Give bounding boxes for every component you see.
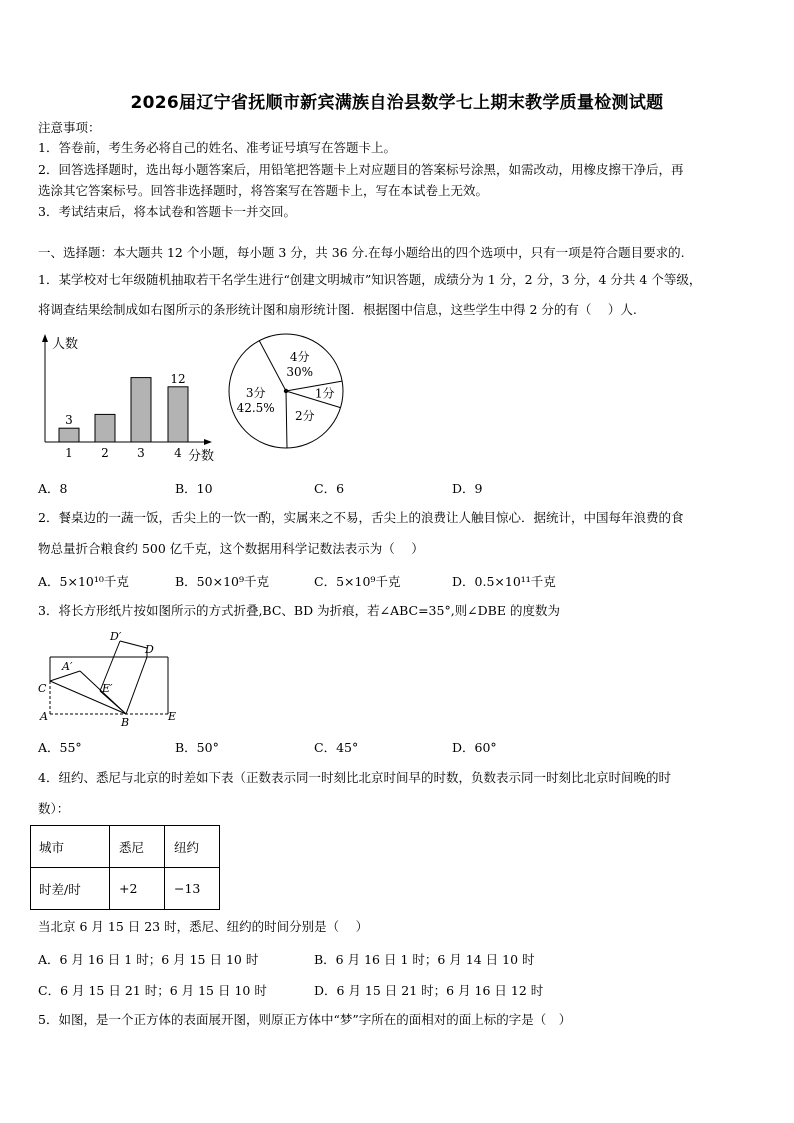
notice-heading: 注意事项：: [38, 120, 101, 135]
pie-slice-label: 2分: [295, 409, 315, 424]
table-cell: −13: [165, 868, 220, 910]
table-row: [31, 826, 220, 868]
q1-line1: 1．某学校对七年级随机抽取若干名学生进行“创建文明城市”知识答题，成绩分为 1 分，2 分，3 分，4 分共 4 个等级，: [38, 272, 702, 287]
x-axis-arrow: [204, 439, 212, 445]
q4-option-b[interactable]: B．6 月 16 日 1 时；6 月 14 日 10 时: [314, 952, 535, 967]
y-axis-arrow: [42, 334, 48, 342]
label-a: A: [40, 710, 48, 723]
table-cell: +2: [110, 868, 165, 910]
q1-option-b[interactable]: B．10: [175, 481, 213, 496]
section-heading: 一、选择题：本大题共 12 个小题，每小题 3 分，共 36 分.在每小题给出的四个选项中，只有一项是符合题目要求的.: [38, 245, 685, 260]
pie-slice-label: 1分: [314, 386, 335, 401]
table-cell: 纽约: [165, 826, 220, 868]
q3-option-d[interactable]: D．60°: [452, 740, 497, 755]
q1-line2: 将调查结果绘制成如右图所示的条形统计图和扇形统计图．根据图中信息，这些学生中得 2 分的有（ ）人.: [38, 302, 637, 317]
q3-option-c[interactable]: C．45°: [314, 740, 359, 755]
pie-slice-label: 4分: [289, 349, 310, 364]
q4-line2: 数）：: [38, 801, 70, 816]
label-d-prime: D′: [110, 630, 122, 643]
q2-option-b[interactable]: B．50×10⁹千克: [175, 574, 269, 589]
time-difference-table: [30, 825, 220, 910]
bar: [95, 414, 115, 442]
q1-option-d[interactable]: D．9: [452, 481, 483, 496]
label-e: E: [168, 710, 177, 723]
label-d: D: [145, 643, 154, 656]
bar: [131, 378, 151, 442]
x-tick-label: 1: [65, 446, 73, 460]
label-c: C: [38, 682, 47, 695]
data-label: 3: [65, 413, 73, 428]
q3-option-a[interactable]: A．55°: [38, 740, 82, 755]
table-cell: 城市: [31, 826, 110, 868]
x-tick-label: 2: [101, 446, 109, 460]
notice-item-3: 3．考试结束后，将本试卷和答题卡一并交回。: [38, 204, 296, 219]
x-axis-label: 分数: [188, 449, 215, 464]
q4-option-a[interactable]: A．6 月 16 日 1 时；6 月 15 日 10 时: [38, 952, 259, 967]
notice-item-2-cont: 选涂其它答案标号。回答非选择题时，将答案写在答题卡上，写在本试卷上无效。: [38, 183, 489, 198]
table-cell: 时差/时: [31, 868, 110, 910]
label-e-prime: E′: [102, 682, 113, 695]
label-b: B: [121, 716, 130, 729]
page-title: 2026届辽宁省抚顺市新宾满族自治县数学七上期末教学质量检测试题: [130, 93, 664, 113]
q3-line1: 3．将长方形纸片按如图所示的方式折叠,BC、BD 为折痕，若∠ABC=35°,则∠DBE 的度数为: [38, 603, 560, 618]
y-axis-label: 人数: [52, 337, 79, 352]
table-cell: 悉尼: [110, 826, 165, 868]
q5-line1: 5．如图，是一个正方体的表面展开图，则原正方体中“梦”字所在的面相对的面上标的字是（ ）: [38, 1012, 572, 1027]
x-tick-label: 4: [174, 446, 182, 460]
q3-fold-figure: [32, 628, 192, 733]
q2-line1: 2．餐桌边的一蔬一饭，舌尖上的一饮一酌，实属来之不易，舌尖上的浪费让人触目惊心．据统计，中国每年浪费的食: [38, 510, 684, 525]
q4-line1: 4．纽约、悉尼与北京的时差如下表（正数表示同一时刻比北京时间早的时数，负数表示同一时刻比北京时间晚的时: [38, 770, 671, 785]
q1-option-a[interactable]: A．8: [38, 481, 68, 496]
q2-line2: 物总量折合粮食约 500 亿千克，这个数据用科学记数法表示为（ ）: [38, 541, 424, 556]
notice-item-1: 1．答卷前，考生务必将自己的姓名、准考证号填写在答题卡上。: [38, 140, 396, 155]
q4-line3: 当北京 6 月 15 日 23 时，悉尼、纽约的时间分别是（ ）: [38, 919, 369, 934]
q3-option-b[interactable]: B．50°: [175, 740, 219, 755]
table-row: [31, 868, 220, 910]
q2-option-d[interactable]: D．0.5×10¹¹千克: [452, 574, 556, 589]
q1-option-c[interactable]: C．6: [314, 481, 345, 496]
q1-bar-chart: [30, 330, 225, 465]
q2-option-a[interactable]: A．5×10¹⁰千克: [38, 574, 129, 589]
notice-item-2: 2．回答选择题时，选出每小题答案后，用铅笔把答题卡上对应题目的答案标号涂黑，如需改动，用橡皮擦干净后，再: [38, 162, 684, 177]
label-a-prime: A′: [62, 660, 73, 673]
q4-option-d[interactable]: D．6 月 15 日 21 时；6 月 16 日 12 时: [314, 983, 544, 998]
bar: [59, 428, 79, 442]
q2-option-c[interactable]: C．5×10⁹千克: [314, 574, 401, 589]
pie-slice-label: 3分: [245, 385, 266, 400]
data-label: 12: [170, 371, 186, 386]
q4-option-c[interactable]: C．6 月 15 日 21 时；6 月 15 日 10 时: [38, 983, 267, 998]
q1-pie-chart: [225, 330, 350, 455]
x-tick-label: 3: [137, 446, 145, 460]
pie-slice-percent: 42.5%: [236, 400, 275, 415]
pie-slice-percent: 30%: [286, 364, 314, 379]
bar: [168, 387, 188, 442]
pie-center-dot: [284, 389, 288, 393]
